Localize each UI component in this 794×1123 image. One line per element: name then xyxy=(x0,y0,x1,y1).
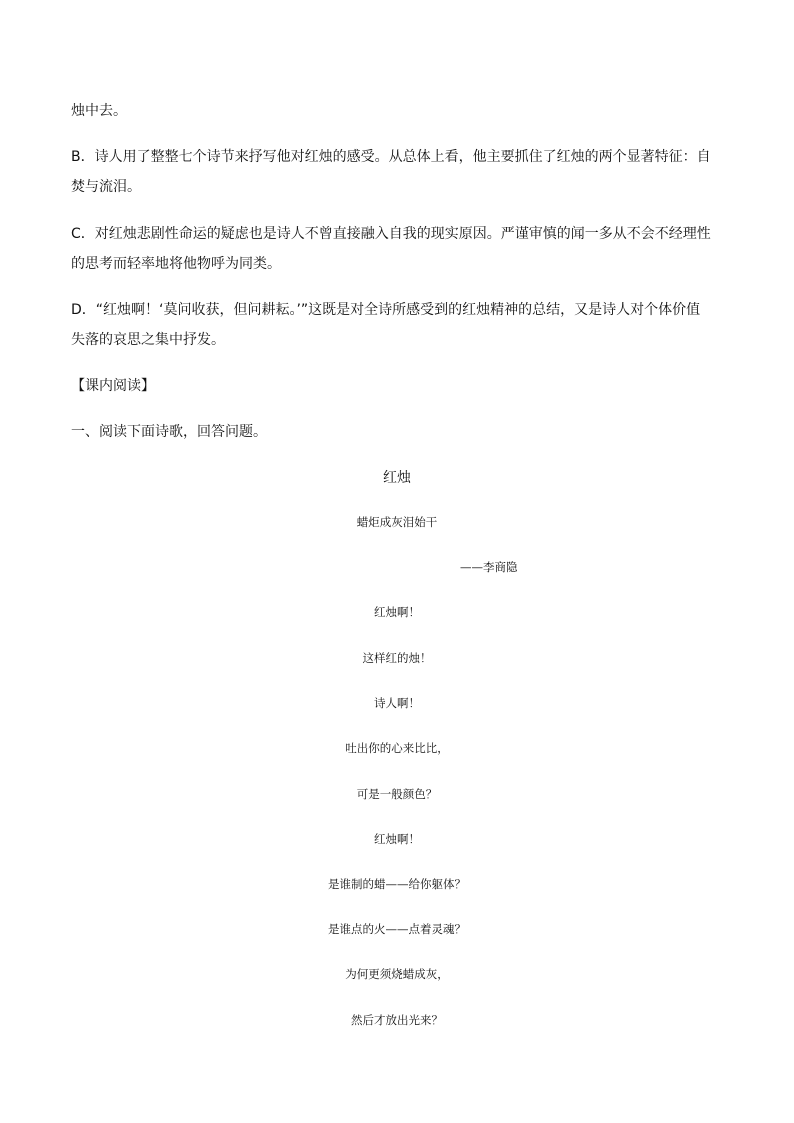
poem-line: 红烛啊！ xyxy=(374,832,420,846)
poem-line: 诗人啊！ xyxy=(374,696,420,710)
option-c-line-1: C．对红烛悲剧性命运的疑虑也是诗人不曾直接融入自我的现实原因。严谨审慎的闻一多从不会不经理性 xyxy=(71,226,711,242)
poem-line: 这样红的烛！ xyxy=(362,651,432,665)
option-d-line-2: 失落的哀思之集中抒发。 xyxy=(71,332,225,348)
poem-author: ——李商隐 xyxy=(460,560,518,574)
section-heading: 【课内阅读】 xyxy=(71,378,155,394)
poem-line: 是谁制的蜡——给你躯体？ xyxy=(328,877,466,891)
poem-line: 可是一般颜色？ xyxy=(356,787,438,801)
section-instruction: 一、阅读下面诗歌，回答问题。 xyxy=(71,424,267,440)
poem-line: 是谁点的火——点着灵魂？ xyxy=(328,922,466,936)
option-a-tail: 烛中去。 xyxy=(71,103,127,119)
poem-line: 然后才放出光来？ xyxy=(351,1013,443,1027)
option-b-line-2: 焚与流泪。 xyxy=(71,179,141,195)
poem-line: 吐出你的心来比比， xyxy=(345,741,449,755)
poem-epigraph: 蜡炬成灰泪始干 xyxy=(356,515,438,529)
option-b-line-1: B．诗人用了整整七个诗节来抒写他对红烛的感受。从总体上看，他主要抓住了红烛的两个显著特征：自 xyxy=(71,149,711,165)
poem-line: 为何更须烧蜡成灰， xyxy=(345,967,449,981)
poem-line: 红烛啊！ xyxy=(374,605,420,619)
option-c-line-2: 的思考而轻率地将他物呼为同类。 xyxy=(71,256,281,272)
poem-title: 红烛 xyxy=(383,470,411,486)
option-d-line-1: D．“红烛啊！‘莫问收获，但问耕耘。’”这既是对全诗所感受到的红烛精神的总结，又是诗人对个体价值 xyxy=(71,302,701,318)
